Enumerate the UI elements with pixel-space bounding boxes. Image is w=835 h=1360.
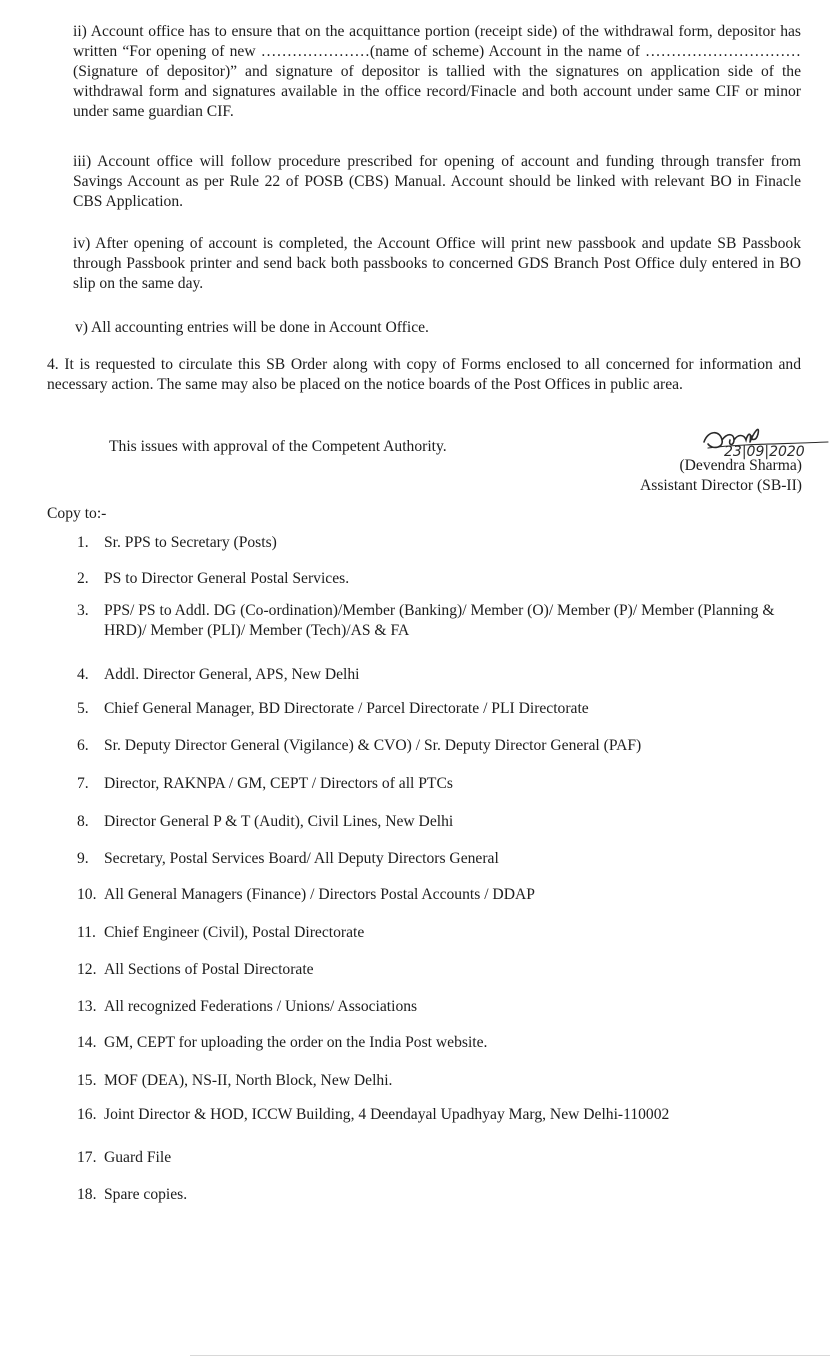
copy-to-item-text: Sr. PPS to Secretary (Posts) <box>104 534 277 551</box>
copy-to-item-number: 16. <box>77 1106 97 1123</box>
signatory-name: (Devendra Sharma) <box>679 457 802 474</box>
copy-to-item <box>77 923 792 943</box>
copy-to-item-number: 4. <box>77 666 89 683</box>
copy-to-item <box>77 774 792 794</box>
copy-to-item <box>77 1033 792 1053</box>
copy-to-item-text: Guard File <box>104 1149 172 1166</box>
copy-to-item-number: 14. <box>77 1034 97 1051</box>
copy-to-item-number: 1. <box>77 534 89 551</box>
copy-to-item <box>77 849 792 869</box>
copy-to-item-number: 17. <box>77 1149 97 1166</box>
copy-to-item-number: 15. <box>77 1072 97 1089</box>
signatory-designation: Assistant Director (SB-II) <box>640 477 802 494</box>
copy-to-item-text: Secretary, Postal Services Board/ All Deputy Directors General <box>104 850 499 867</box>
copy-to-item <box>77 885 792 905</box>
copy-to-item-text: All recognized Federations / Unions/ Associations <box>104 998 418 1015</box>
copy-to-item-number: 7. <box>77 775 89 792</box>
copy-to-item <box>77 665 792 685</box>
copy-to-item-number: 8. <box>77 813 89 830</box>
copy-to-item <box>77 601 792 641</box>
copy-to-item-text: Chief Engineer (Civil), Postal Directorate <box>104 924 365 941</box>
copy-to-item-number: 13. <box>77 998 97 1015</box>
copy-to-item-number: 5. <box>77 700 89 717</box>
paragraph-4: 4. It is requested to circulate this SB Order along with copy of Forms enclosed to all concerned for information and necessary action. The same may also be placed on the notice boards of the Post Offices in public area. <box>47 356 801 393</box>
copy-to-item <box>77 1148 792 1168</box>
copy-to-heading: Copy to:- <box>47 505 107 522</box>
paragraph-ii: ii) Account office has to ensure that on the acquittance portion (receipt side) of the withdrawal form, depositor has written “For opening of new …………………(name of scheme) Account in the name of ………………………… (Signature of depositor)” and signature of depositor is tallied with the signatures on application side of the withdrawal form and signatures available in the office record/Finacle and both account under same CIF or minor under same guardian CIF. <box>73 23 801 120</box>
copy-to-item-text: MOF (DEA), NS-II, North Block, New Delhi. <box>104 1072 393 1089</box>
copy-to-item-number: 2. <box>77 570 89 587</box>
copy-to-item-number: 6. <box>77 737 89 754</box>
copy-to-item <box>77 997 792 1017</box>
copy-to-item-text: Sr. Deputy Director General (Vigilance) & CVO) / Sr. Deputy Director General (PAF) <box>104 737 642 754</box>
copy-to-item-text: Director General P & T (Audit), Civil Lines, New Delhi <box>104 813 454 830</box>
copy-to-item-text: GM, CEPT for uploading the order on the India Post website. <box>104 1034 488 1051</box>
copy-to-item <box>77 736 792 756</box>
copy-to-item <box>77 1105 792 1125</box>
copy-to-item-number: 9. <box>77 850 89 867</box>
copy-to-item-text: PS to Director General Postal Services. <box>104 570 350 587</box>
copy-to-item-text: PPS/ PS to Addl. DG (Co-ordination)/Member (Banking)/ Member (O)/ Member (P)/ Member (Planning & HRD)/ Member (PLI)/ Member (Tech)/AS & FA <box>104 602 775 639</box>
copy-to-item-text: Addl. Director General, APS, New Delhi <box>104 666 360 683</box>
copy-to-item <box>77 699 792 719</box>
copy-to-item-number: 18. <box>77 1186 97 1203</box>
copy-to-item-number: 3. <box>77 602 89 619</box>
paragraph-v: v) All accounting entries will be done in Account Office. <box>75 319 429 336</box>
copy-to-item-text: Chief General Manager, BD Directorate / Parcel Directorate / PLI Directorate <box>104 700 589 717</box>
copy-to-item-number: 11. <box>77 924 96 941</box>
copy-to-item <box>77 569 792 589</box>
signature-date: 23|09|2020 <box>724 444 805 460</box>
approval-line: This issues with approval of the Competent Authority. <box>109 438 447 455</box>
signatory-block <box>640 456 802 496</box>
copy-to-item-text: All General Managers (Finance) / Directors Postal Accounts / DDAP <box>104 886 535 903</box>
scan-edge-line <box>190 1355 830 1356</box>
copy-to-item <box>77 1071 792 1091</box>
handwritten-signature <box>700 418 832 460</box>
copy-to-item-text: Spare copies. <box>104 1186 188 1203</box>
copy-to-item-number: 10. <box>77 886 97 903</box>
paragraph-iv: iv) After opening of account is completed, the Account Office will print new passbook and update SB Passbook through Passbook printer and send back both passbooks to concerned GDS Branch Post Office duly entered in BO slip on the same day. <box>73 235 801 292</box>
copy-to-item <box>77 1185 792 1205</box>
copy-to-item <box>77 960 792 980</box>
copy-to-item <box>77 812 792 832</box>
copy-to-item-number: 12. <box>77 961 97 978</box>
copy-to-item-text: Joint Director & HOD, ICCW Building, 4 Deendayal Upadhyay Marg, New Delhi-110002 <box>104 1106 670 1123</box>
paragraph-iii: iii) Account office will follow procedure prescribed for opening of account and funding through transfer from Savings Account as per Rule 22 of POSB (CBS) Manual. Account should be linked with relevant BO in Finacle CBS Application. <box>73 153 801 210</box>
copy-to-item <box>77 533 792 553</box>
copy-to-item-text: All Sections of Postal Directorate <box>104 961 314 978</box>
copy-to-item-text: Director, RAKNPA / GM, CEPT / Directors of all PTCs <box>104 775 453 792</box>
